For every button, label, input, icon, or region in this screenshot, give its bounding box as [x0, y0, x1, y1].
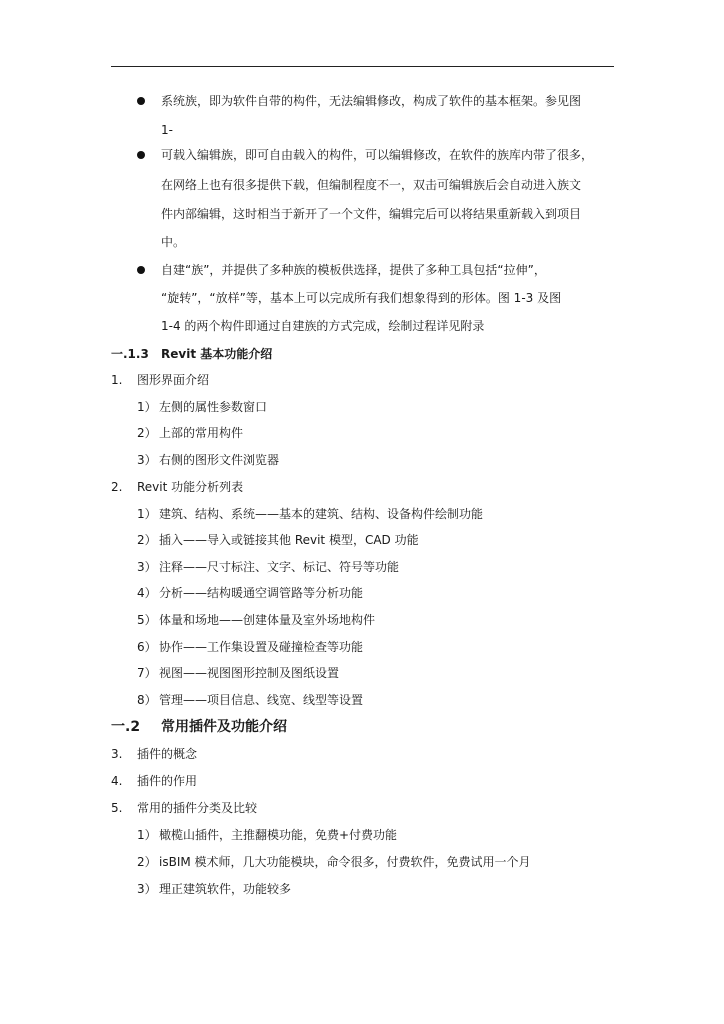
bullet-2-line-3: 件内部编辑，这时相当于新开了一个文件，编辑完后可以将结果重新载入到项目: [161, 207, 582, 221]
sub-item: 上部的常用构件: [159, 426, 244, 440]
sub-item: 管理——项目信息、线宽、线型等设置: [159, 693, 364, 707]
sub-number: 3）: [137, 560, 157, 574]
sub-number: 1）: [137, 400, 157, 414]
list-number: 1.: [111, 373, 123, 387]
sub-item: 右侧的图形文件浏览器: [159, 453, 280, 467]
section-number: 一.1.3: [111, 347, 149, 361]
list-number: 3.: [111, 747, 123, 761]
bullet-1-line-2: 1-: [161, 123, 173, 137]
bullet-3-line-1: 自建“族”，并提供了多种族的模板供选择，提供了多种工具包括“拉伸”，: [161, 263, 546, 277]
list-number: 5.: [111, 801, 123, 815]
list-item: 图形界面介绍: [137, 373, 210, 387]
sub-item: 视图——视图图形控制及图纸设置: [159, 666, 340, 680]
sub-number: 2）: [137, 533, 157, 547]
bullet-3-line-2: “旋转”，“放样”等，基本上可以完成所有我们想象得到的形体。图 1-3 及图: [161, 291, 562, 305]
bullet-2-line-1: 可载入编辑族，即可自由载入的构件，可以编辑修改，在软件的族库内带了很多，: [161, 148, 594, 162]
bullet-dot: [137, 151, 145, 159]
list-number: 2.: [111, 480, 123, 494]
list-item: 常用的插件分类及比较: [137, 801, 258, 815]
section-number: 一.2: [111, 719, 141, 735]
sub-item: 体量和场地——创建体量及室外场地构件: [159, 613, 376, 627]
sub-item: 分析——结构暖通空调管路等分析功能: [159, 586, 364, 600]
sub-item: 左侧的属性参数窗口: [159, 400, 268, 414]
sub-number: 6）: [137, 640, 157, 654]
sub-item: 插入——导入或链接其他 Revit 模型，CAD 功能: [159, 533, 419, 547]
sub-number: 1）: [137, 507, 157, 521]
bullet-3-line-3: 1-4 的两个构件即通过自建族的方式完成，绘制过程详见附录: [161, 319, 485, 333]
sub-item: 注释——尺寸标注、文字、标记、符号等功能: [159, 560, 400, 574]
sub-number: 2）: [137, 855, 157, 869]
sub-number: 7）: [137, 666, 157, 680]
sub-item: 协作——工作集设置及碰撞检查等功能: [159, 640, 364, 654]
sub-number: 4）: [137, 586, 157, 600]
sub-number: 2）: [137, 426, 157, 440]
sub-item: 建筑、结构、系统——基本的建筑、结构、设备构件绘制功能: [159, 507, 484, 521]
sub-item: 橄榄山插件，主推翻模功能，免费+付费功能: [159, 828, 398, 842]
sub-number: 3）: [137, 882, 157, 896]
bullet-2-line-2: 在网络上也有很多提供下载，但编制程度不一，双击可编辑族后会自动进入族文: [161, 178, 582, 192]
section-title: 常用插件及功能介绍: [161, 719, 287, 735]
sub-number: 5）: [137, 613, 157, 627]
sub-item: 理正建筑软件，功能较多: [159, 882, 292, 896]
list-number: 4.: [111, 774, 123, 788]
list-item: Revit 功能分析列表: [137, 480, 244, 494]
list-item: 插件的概念: [137, 747, 198, 761]
list-item: 插件的作用: [137, 774, 198, 788]
bullet-dot: [137, 97, 145, 105]
bullet-1-line-1: 系统族，即为软件自带的构件，无法编辑修改，构成了软件的基本框架。参见图: [161, 94, 582, 108]
header-rule: [111, 66, 614, 67]
section-title: Revit 基本功能介绍: [161, 347, 273, 361]
bullet-dot: [137, 266, 145, 274]
sub-item: isBIM 模术师，几大功能模块，命令很多，付费软件，免费试用一个月: [159, 855, 531, 869]
sub-number: 1）: [137, 828, 157, 842]
bullet-2-line-4: 中。: [161, 235, 186, 249]
sub-number: 8）: [137, 693, 157, 707]
sub-number: 3）: [137, 453, 157, 467]
